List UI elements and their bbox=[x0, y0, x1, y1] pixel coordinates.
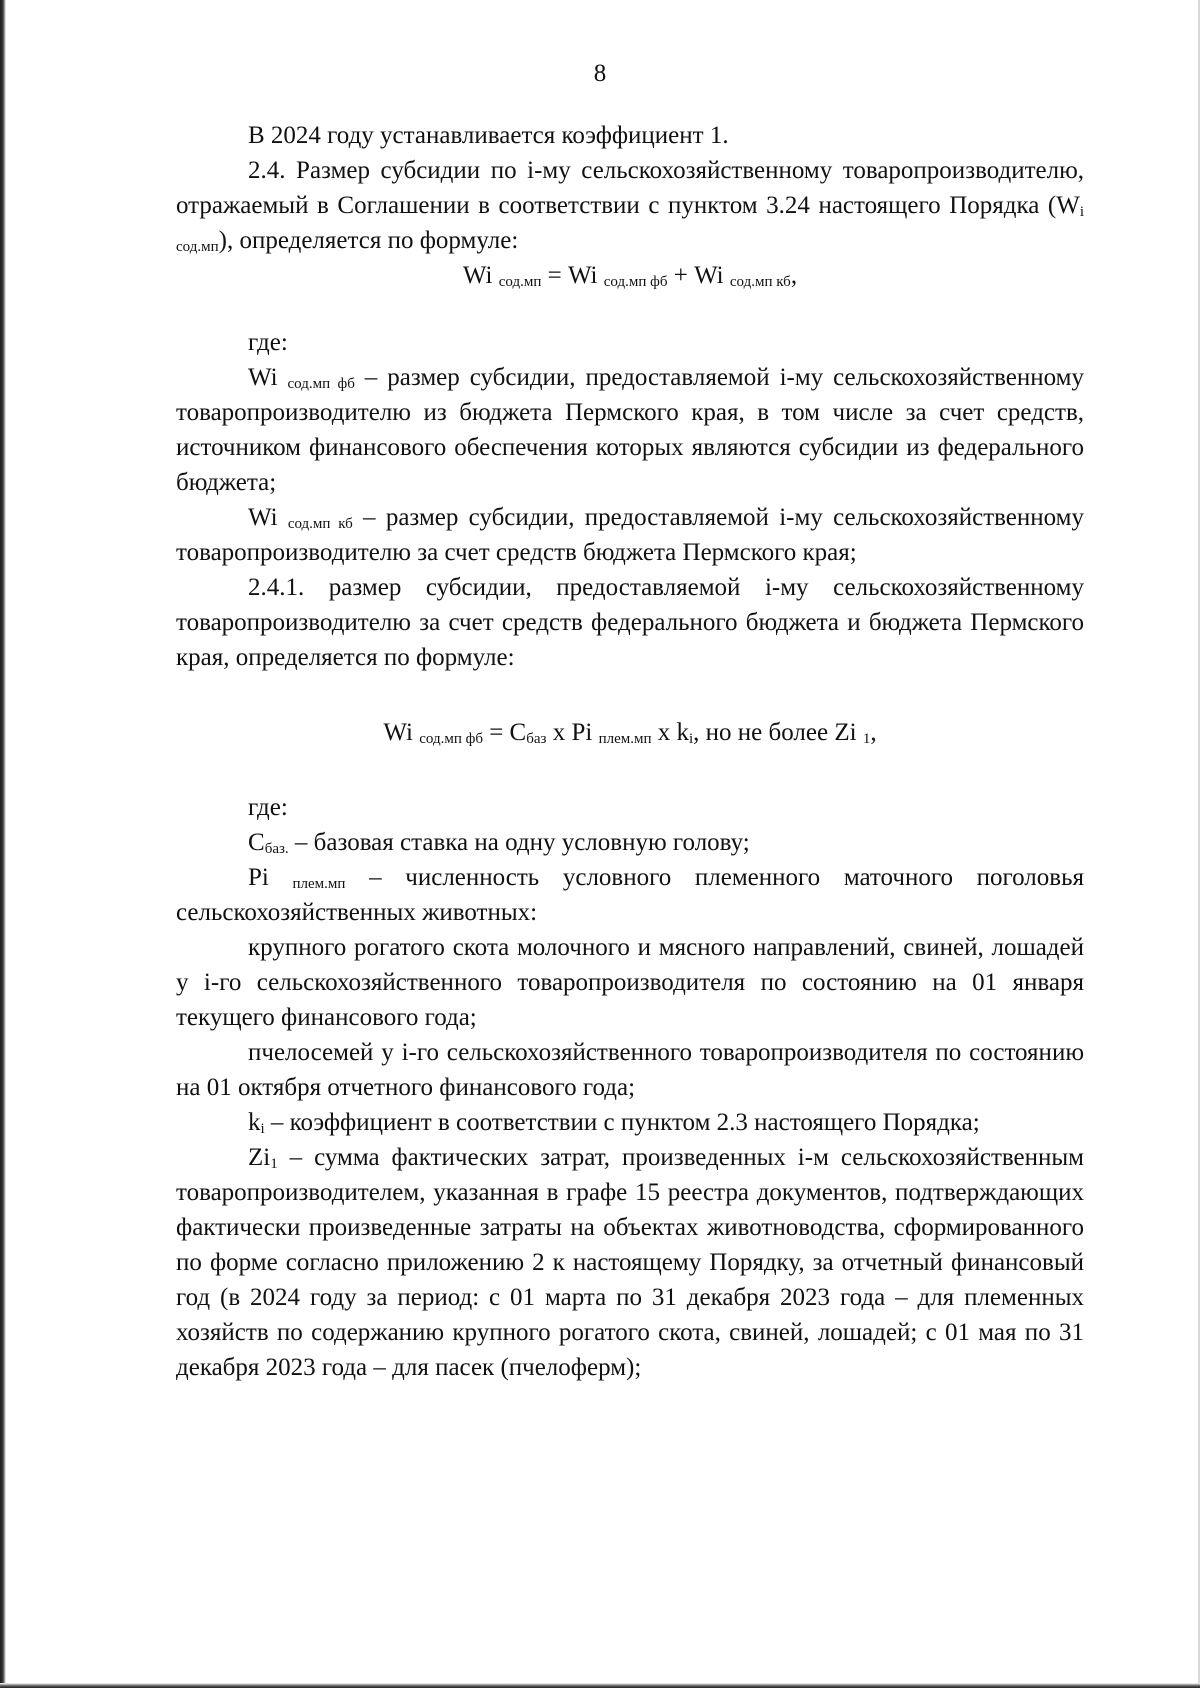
definition-livestock-count: Pi $_{плем.мп}$ – численность условного племенного маточного поголовья сельскохозяйственных животных: bbox=[176, 864, 1084, 926]
document-body bbox=[176, 118, 1084, 1385]
definition-cattle: крупного рогатого скота молочного и мясного направлений, свиней, лошадей у i-го сельскохозяйственного товаропроизводителя по состоянию на 01 января текущего финансового года; bbox=[176, 934, 1084, 1031]
scan-edge-bottom bbox=[0, 1683, 1200, 1688]
paragraph-coefficient: В 2024 году устанавливается коэффициент 1. bbox=[248, 122, 729, 149]
scan-edge-left bbox=[0, 0, 6, 1688]
definition-bees: пчелосемей у i-го сельскохозяйственного товаропроизводителя по состоянию на 01 октября отчетного финансового года; bbox=[176, 1039, 1084, 1101]
definition-actual-costs: $Zi_1$ – сумма фактических затрат, произведенных i-м сельскохозяйственным товаропроизводителем, указанная в графе 15 реестра документов, подтверждающих фактически произведенные затраты на объектах животноводства, сформированного по форме согласно приложению 2 к настоящему Порядку, за отчетный финансовый год (в 2024 году за период: с 01 марта по 31 декабря 2023 года – для племенных хозяйств по содержанию крупного рогатого скота, свиней, лошадей; с 01 мая по 31 декабря 2023 года – для пасек (пчелоферм); bbox=[176, 1144, 1084, 1381]
where-label-1: где: bbox=[248, 329, 288, 356]
definition-wi-fb: Wi $_{сод.мп фб}$ – размер субсидии, предоставляемой i-му сельскохозяйственному товаропроизводителю из бюджета Пермского края, в том числе за счет средств, источником финансового обеспечения которых являются субсидии из федерального бюджета; bbox=[176, 364, 1084, 496]
definition-coefficient: $k_i$ – коэффициент в соответствии с пунктом 2.3 настоящего Порядка; bbox=[248, 1109, 980, 1137]
definition-base-rate: $С_{баз.}$ – базовая ставка на одну условную голову; bbox=[248, 829, 750, 857]
paragraph-2-4-1: 2.4.1. размер субсидии, предоставляемой i-му сельскохозяйственному товаропроизводителю за счет средств федерального бюджета и бюджета Пермского края, определяется по формуле: bbox=[176, 574, 1084, 671]
definition-wi-kb: Wi $_{сод.мп кб}$ – размер субсидии, предоставляемой i-му сельскохозяйственному товаропроизводителю за счет средств бюджета Пермского края; bbox=[176, 504, 1084, 566]
formula-federal-subsidy: Wi $_{сод.мп фб} = С_{баз}$ х Pi $_{плем.мп}$ х $k_i$, но не более Zi $_1$, bbox=[383, 719, 877, 747]
where-label-2: где: bbox=[248, 794, 288, 821]
formula-total-subsidy: Wi $_{сод.мп}$ = Wi $_{сод.мп фб}$ + Wi $_{сод.мп кб}$, bbox=[462, 262, 798, 290]
page-number: 8 bbox=[593, 60, 607, 87]
paragraph-2-4: 2.4. Размер субсидии по i-му сельскохозяйственному товаропроизводителю, отражаемый в Соглашении в соответствии с пунктом 3.24 настоящего Порядка $(W_{i сод.мп})$, определяется по формуле: bbox=[176, 157, 1084, 255]
